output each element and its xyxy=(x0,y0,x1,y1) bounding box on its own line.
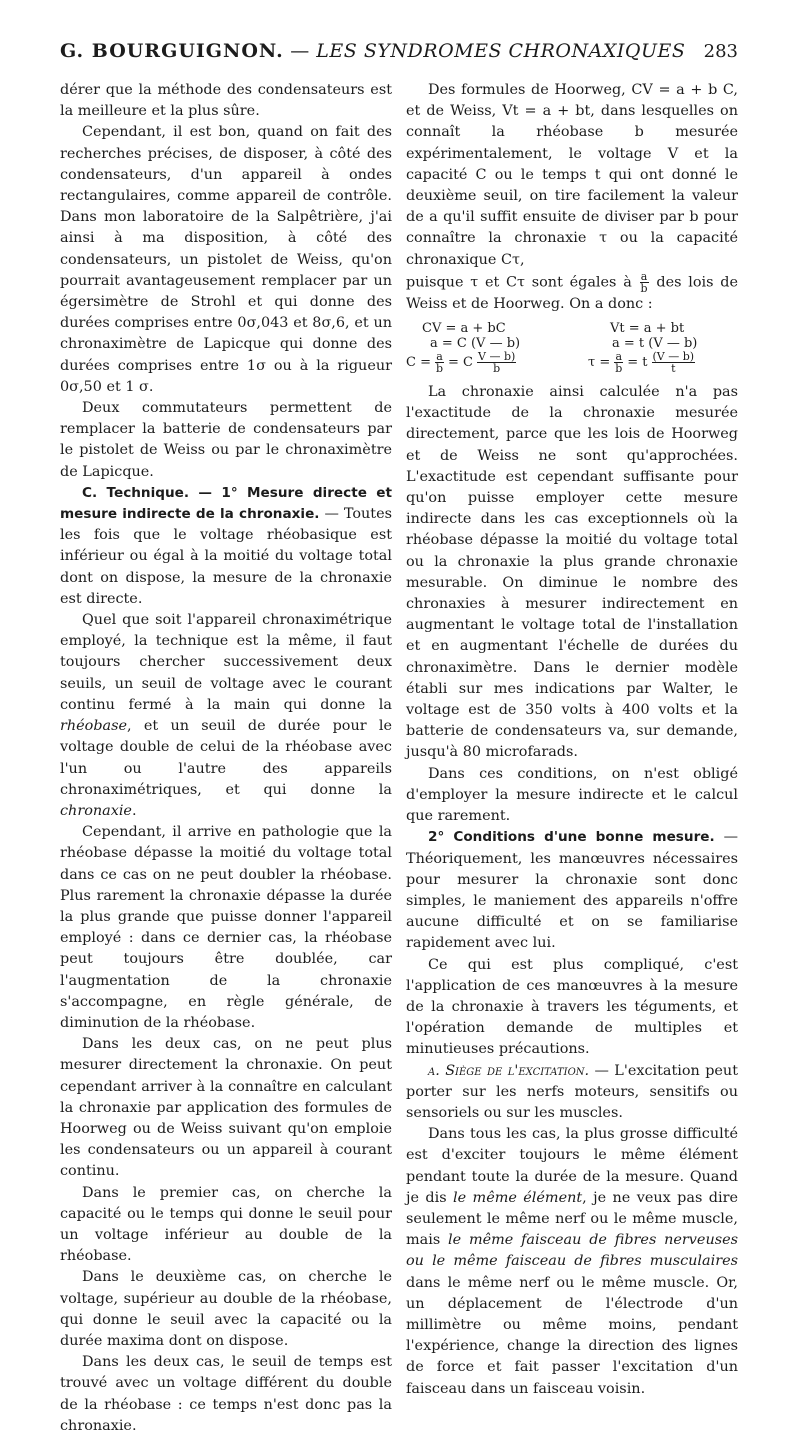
fraction-numerator: a xyxy=(436,350,443,364)
paragraph-section-technique xyxy=(60,483,392,610)
paragraph: La chronaxie ainsi calculée n'a pas l'exactitude de la chronaxie mesurée directement, parce que les lois de Hoorweg et de Weiss ne sont qu'approchées. L'exactitude est cependant suffisante pour qu'on puisse employer cette mesure indirecte dans les cas exceptionnels où la rhéobase dépasse la moitié du voltage total ou la chronaxie la plus grande chronaxie mesurable. On diminue le nombre des chronaxies à mesurer indirectement en augmentant le voltage total de l'installation et en augmentant l'échelle de durées du chronaximètre. Dans le dernier modèle établi sur mes indications par Walter, le voltage est de 350 volts à 400 volts et la batterie de condensateurs va, sur demande, jusqu'à 80 microfarads. xyxy=(406,384,738,761)
formula-text: = t xyxy=(627,355,648,371)
formula-line: CV = a + bC xyxy=(422,321,506,337)
weiss-formula xyxy=(588,321,738,374)
fraction-denominator: b xyxy=(615,362,623,376)
paragraph-text: — Théoriquement, les manœuvres nécessaires pour mesurer la chronaxie sont donc simples, le maniement des appareils n'offre aucune difficulté et on se familiarise rapidement avec lui. xyxy=(406,829,739,952)
fraction-numerator: a xyxy=(615,350,623,364)
paragraph-text: dans le même nerf ou le même muscle. Or, un déplacement de l'électrode d'un millimètre ou même moins, pendant l'expérience, change la direction des lignes de force et fait passer l'excitation d'un faisceau dans un faisceau voisin. xyxy=(406,1274,738,1397)
paragraph xyxy=(406,271,738,315)
fraction-denominator: t xyxy=(671,362,676,376)
formula-block xyxy=(406,321,738,374)
section-heading: 2° Conditions d'une bonne mesure. xyxy=(428,829,715,846)
paragraph-text: Quel que soit l'appareil chronaximétrique employé, la technique est la même, il faut toujours chercher successivement deux seuils, un seuil de voltage avec le courant continu fermé à la main qui donne la xyxy=(60,612,392,713)
paragraph-section-siege xyxy=(406,1061,738,1125)
paragraph: Dans ces conditions, on n'est obligé d'employer la mesure indirecte et le calcul que rarement. xyxy=(406,765,738,825)
formula-fraction xyxy=(652,351,696,374)
paragraph xyxy=(406,1124,738,1400)
formula-line: Vt = a + bt xyxy=(610,321,685,337)
formula-line xyxy=(588,351,738,374)
paragraph-text: puisque τ et Cτ sont égales à xyxy=(406,274,632,291)
formula-text: C = xyxy=(406,355,431,371)
header-author: G. BOURGUIGNON. xyxy=(60,40,284,62)
paragraph-text: , je ne veux pas dire seulement le même nerf ou le même muscle, mais xyxy=(406,1189,738,1249)
fraction-numerator: a xyxy=(640,269,648,283)
paragraph-text: — Toutes les fois que le voltage rhéobasique est inférieur ou égal à la moitié du voltage total dont on dispose, la mesure de la chronaxie est directe. xyxy=(60,506,392,607)
paragraph-section-conditions xyxy=(406,827,738,954)
fraction-denominator: b xyxy=(435,362,444,376)
running-header xyxy=(60,40,738,62)
formula-fraction xyxy=(435,351,444,374)
fraction-numerator: V — b) xyxy=(478,350,516,364)
paragraph xyxy=(60,610,392,822)
italic-term: le même faisceau de fibres nerveuses ou le même faisceau de fibres musculaires xyxy=(406,1232,738,1270)
paragraph-text: , et un seuil de durée pour le voltage double de celui de la rhéobase avec l'un ou l'autre des appareils chronaximétriques, et qui donne la xyxy=(60,718,392,798)
paragraph-text: — L'excitation peut porter sur les nerfs moteurs, sensitifs ou sensoriels ou sur les muscles. xyxy=(406,1062,738,1121)
formula-line: a = C (V — b) xyxy=(430,336,521,352)
header-subject: LES SYNDROMES CHRONAXIQUES xyxy=(316,40,686,62)
italic-term: chronaxie xyxy=(60,802,132,819)
paragraph-text: . xyxy=(131,802,137,819)
left-column xyxy=(60,80,392,1437)
formula-fraction xyxy=(477,351,516,374)
section-heading: C. Technique. — 1° Mesure directe et mesure indirecte de la chronaxie. xyxy=(60,484,392,523)
paragraph: Cependant, il est bon, quand on fait des recherches précises, de disposer, à côté des condensateurs, d'un appareil à ondes rectangulaires, comme appareil de contrôle. Dans mon laboratoire de la Salpêtrière, j'ai ainsi à ma disposition, à côté des condensateurs, un pistolet de Weiss, qu'on pourrait avantageusement remplacer par un égersimètre de Strohl et qui donne des durées comprises entre 0σ,043 et 8σ,6, et un chronaximètre de Lapicque qui donne des durées comprises entre 1σ ou à la rigueur 0σ,50 et 1 σ. xyxy=(60,124,392,395)
formula-line: a = t (V — b) xyxy=(612,336,698,352)
right-column xyxy=(406,80,738,1400)
fraction-numerator: (V — b) xyxy=(652,350,695,364)
paragraph: Dans les deux cas, le seuil de temps est trouvé avec un voltage différent du double de la rhéobase : ce temps n'est donc pas la chronaxie. xyxy=(60,1354,392,1434)
page-number: 283 xyxy=(703,41,738,62)
paragraph: dérer que la méthode des condensateurs est la meilleure et la plus sûre. xyxy=(60,82,392,120)
paragraph: Ce qui est plus compliqué, c'est l'application de ces manœuvres à la mesure de la chronaxie à travers les téguments, et l'opération demande de multiples et minutieuses précautions. xyxy=(406,956,738,1058)
paragraph: Deux commutateurs permettent de remplacer la batterie de condensateurs par le pistolet de Weiss ou par le chronaximètre de Lapicque. xyxy=(60,400,392,480)
paragraph: Dans les deux cas, on ne peut plus mesurer directement la chronaxie. On peut cependant arriver à la connaître en calculant la chronaxie par application des formules de Hoorweg ou de Weiss suivant qu'on emploie les condensateurs ou un appareil à courant continu. xyxy=(60,1036,392,1180)
paragraph: Des formules de Hoorweg, CV = a + b C, et de Weiss, Vt = a + bt, dans lesquelles on connaît la rhéobase b mesurée expérimentalement, le voltage V et la capacité C ou le temps t qui ont donné le deuxième seuil, on tire facilement la valeur de a qu'il suffit ensuite de diviser par b pour connaître la chronaxie τ ou la capacité chronaxique Cτ, xyxy=(406,82,738,268)
paragraph-text: des lois de Weiss et de Hoorweg. On a donc : xyxy=(406,274,738,312)
fraction-denominator: b xyxy=(493,362,501,376)
paragraph: Dans le deuxième cas, on cherche le voltage, supérieur au double de la rhéobase, qui donne le seuil avec la capacité ou la durée maxima dont on dispose. xyxy=(60,1269,392,1349)
formula-text: τ = xyxy=(588,355,611,371)
italic-term: le même élément xyxy=(453,1189,583,1206)
hoorweg-formula xyxy=(406,321,556,374)
running-title xyxy=(60,40,685,62)
header-dash: — xyxy=(283,40,317,62)
paragraph-text: Dans tous les cas, la plus grosse difficulté est d'exciter toujours le même élément pendant toute la durée de la mesure. Quand je dis xyxy=(406,1126,738,1206)
formula-line xyxy=(406,351,556,374)
subsection-heading: a. Siège de l'excitation. xyxy=(428,1062,590,1079)
paragraph: Cependant, il arrive en pathologie que la rhéobase dépasse la moitié du voltage total dans ce cas on ne peut doubler la rhéobase. Plus rarement la chronaxie dépasse la durée la plus grande que puisse donner l'appareil employé : dans ce dernier cas, la rhéobase peut toujours être doublée, car l'augmentation de la chronaxie s'accompagne, en règle générale, de diminution de la rhéobase. xyxy=(60,824,392,1031)
fraction-denominator: b xyxy=(640,281,648,295)
formula-fraction xyxy=(614,351,623,374)
formula-text: = C xyxy=(448,355,474,371)
paragraph: Dans le premier cas, on cherche la capacité ou le temps qui donne le seuil pour un voltage inférieur au double de la rhéobase. xyxy=(60,1184,392,1265)
fraction-a-over-b xyxy=(640,271,649,294)
italic-term: rhéobase xyxy=(60,718,128,735)
